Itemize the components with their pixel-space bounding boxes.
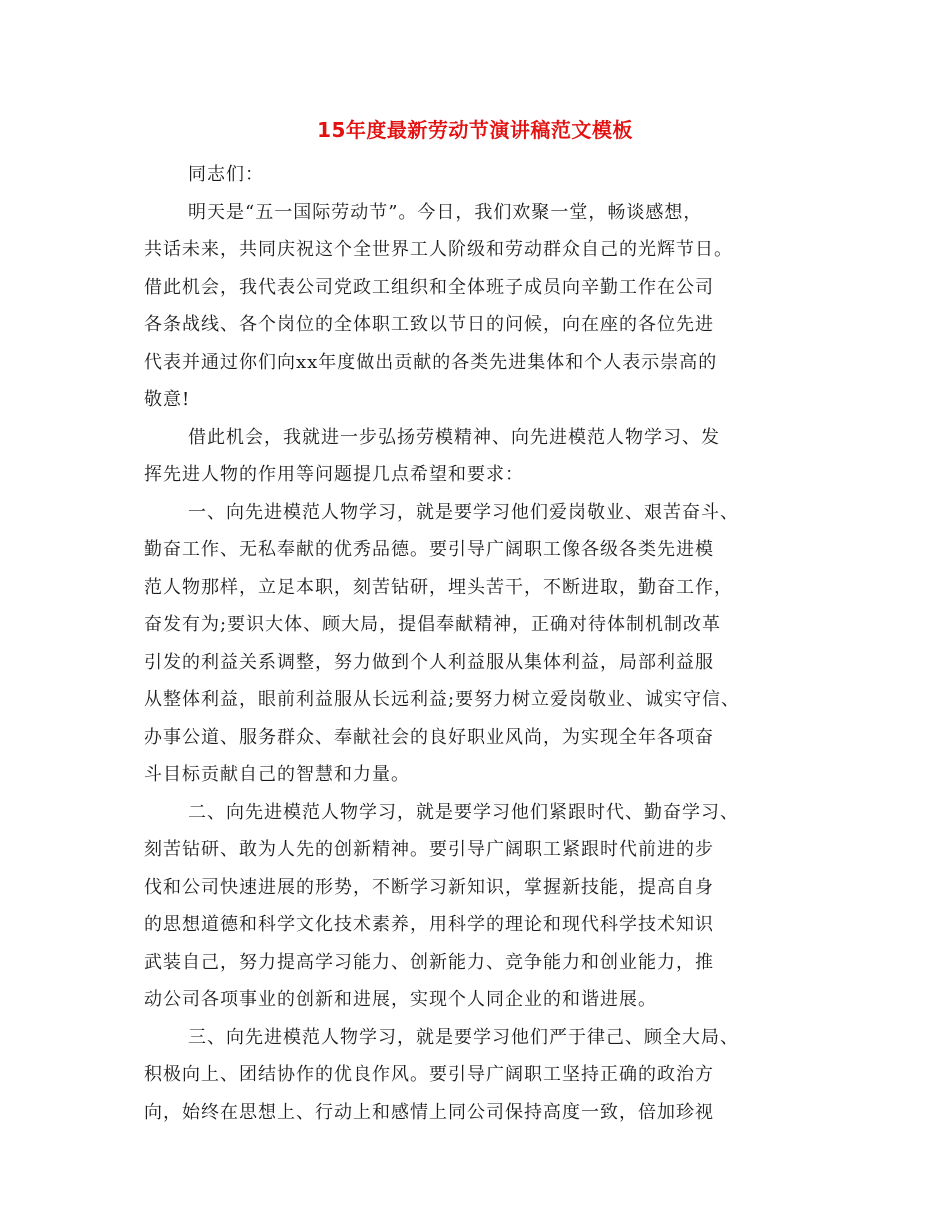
text-line: 各条战线、各个岗位的全体职工致以节日的问候，向在座的各位先进 xyxy=(144,314,714,335)
text-line: 的思想道德和科学文化技术素养，用科学的理论和现代科学技术知识 xyxy=(144,914,714,935)
text-line: 代表并通过你们向xx年度做出贡献的各类先进集体和个人表示崇高的 xyxy=(144,351,718,373)
text-line: 武装自己，努力提高学习能力、创新能力、竞争能力和创业能力，推 xyxy=(144,951,714,973)
text-line: 斗目标贡献自己的智慧和力量。 xyxy=(144,764,410,785)
text-line: 奋发有为;要识大体、顾大局，提倡奉献精神，正确对待体制机制改革 xyxy=(144,614,722,635)
text-line: 范人物那样，立足本职，刻苦钻研，埋头苦干，不断进取，勤奋工作， xyxy=(144,576,733,598)
document-body xyxy=(144,156,808,1131)
text-line: 敬意! xyxy=(144,389,191,410)
text-line: 二、向先进模范人物学习，就是要学习他们紧跟时代、勤奋学习、 xyxy=(188,801,739,823)
text-line: 积极向上、团结协作的优良作风。要引导广阔职工坚持正确的政治方 xyxy=(144,1064,714,1085)
text-line: 一、向先进模范人物学习，就是要学习他们爱岗敬业、艰苦奋斗、 xyxy=(188,501,739,523)
text-line: 明天是“五一国际劳动节”。今日，我们欢聚一堂，畅谈感想， xyxy=(188,201,703,223)
text-line: 借此机会，我就进一步弘扬劳模精神、向先进模范人物学习、发 xyxy=(188,426,720,448)
text-line: 借此机会，我代表公司党政工组织和全体班子成员向辛勤工作在公司 xyxy=(144,276,714,298)
text-line: 向，始终在思想上、行动上和感情上同公司保持高度一致，倍加珍视 xyxy=(144,1101,714,1123)
text-line: 勤奋工作、无私奉献的优秀品德。要引导广阔职工像各级各类先进模 xyxy=(144,539,714,560)
text-line: 挥先进人物的作用等问题提几点希望和要求： xyxy=(144,464,524,485)
text-line: 从整体利益，眼前利益服从长远利益;要努力树立爱岗敬业、诚实守信、 xyxy=(144,689,741,710)
text-line: 办事公道、服务群众、奉献社会的良好职业风尚，为实现全年各项奋 xyxy=(144,726,714,748)
text-line: 同志们： xyxy=(188,164,264,185)
text-line: 动公司各项事业的创新和进展，实现个人同企业的和谐进展。 xyxy=(144,989,657,1010)
text-line: 刻苦钻研、敢为人先的创新精神。要引导广阔职工紧跟时代前进的步 xyxy=(144,839,714,860)
text-line: 三、向先进模范人物学习，就是要学习他们严于律己、顾全大局、 xyxy=(188,1026,739,1048)
text-line: 引发的利益关系调整，努力做到个人利益服从集体利益，局部利益服 xyxy=(144,651,714,673)
document-title: 15年度最新劳动节演讲稿范文模板 xyxy=(317,118,633,142)
text-line: 伐和公司快速进展的形势，不断学习新知识，掌握新技能，提高自身 xyxy=(144,876,714,898)
text-line: 共话未来，共同庆祝这个全世界工人阶级和劳动群众自己的光辉节日。 xyxy=(144,239,733,260)
